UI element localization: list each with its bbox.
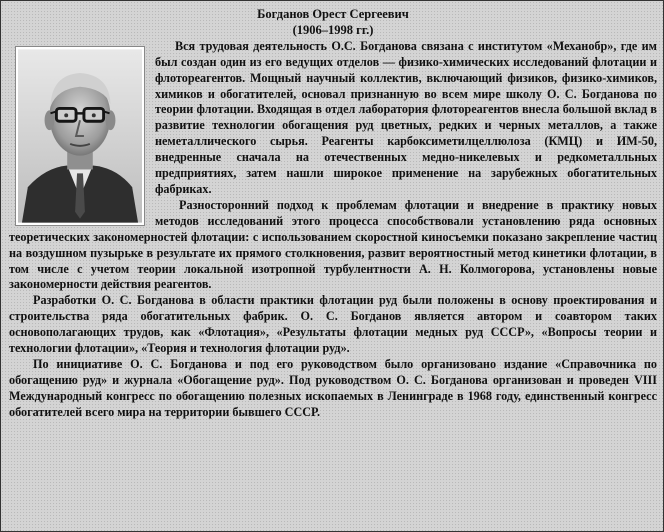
article-title-years: (1906–1998 гг.) (292, 22, 374, 37)
paragraph-3: Разработки О. С. Богданова в области практики флотации руд были положены в основу проектирования и строительства ряда обогатительных фабрик. О. С. Богданов является автором и соавтором таких основополагающих трудов, как «Флотация», «Результаты флотации медных руд СССР», «Вопросы теории и технологии флотации», «Теория и технология флотации руд». (9, 293, 657, 356)
article-title-name: Богданов Орест Сергеевич (257, 7, 409, 21)
paragraph-1: Вся трудовая деятельность О.С. Богданова связана с институтом «Механобр», где им был создан один из его ведущих отделов — физико-химических исследований флотации и флотореагентов. Мощный научный коллектив, включающий физиков, физико-химиков, химиков и обогатителей, основал признанную во всем мире школу О. С. Богданова по теории флотации. Входящая в отдел лаборатория флотореагентов внесла большой вклад в развитие технологии обогащения руд цветных, редких и черных металлов, а также неметаллического сырья. Реагенты карбоксиметилцеллюлоза (КМЦ) и ИМ-50, внедренные сначала на отечественных медно-никелевых и редкометалльных предприятиях, затем нашли широкое применение на зарубежных обогатительных фабриках. (155, 38, 657, 196)
portrait-photo (15, 46, 145, 226)
paragraph-2: Разносторонний подход к проблемам флотации и внедрение в практику новых методов исследований этого процесса способствовали установлению ряда основных теоретических закономерностей флотации: с использованием скоростной киносъемки показано закрепление частиц на воздушном пузырьке в результате их прямого столкновения, развит вероятностный метод кинетики флотации, в том числе с учетом теории локальной изотропной турбулентности А. Н. Колмогорова, установлены новые закономерности действия реагентов. (9, 197, 657, 292)
portrait-image (18, 49, 142, 223)
paragraph-4: По инициативе О. С. Богданова и под его руководством было организовано издание «Справочника по обогащению руд» и журнала «Обогащение руд». Под руководством О. С. Богданова организован и проведен VIII Международный конгресс по обогащению полезных ископаемых в Ленинграде в 1968 году, единственный конгресс обогатителей всего мира на территории бывшего СССР. (9, 356, 657, 419)
article-content (9, 7, 657, 421)
